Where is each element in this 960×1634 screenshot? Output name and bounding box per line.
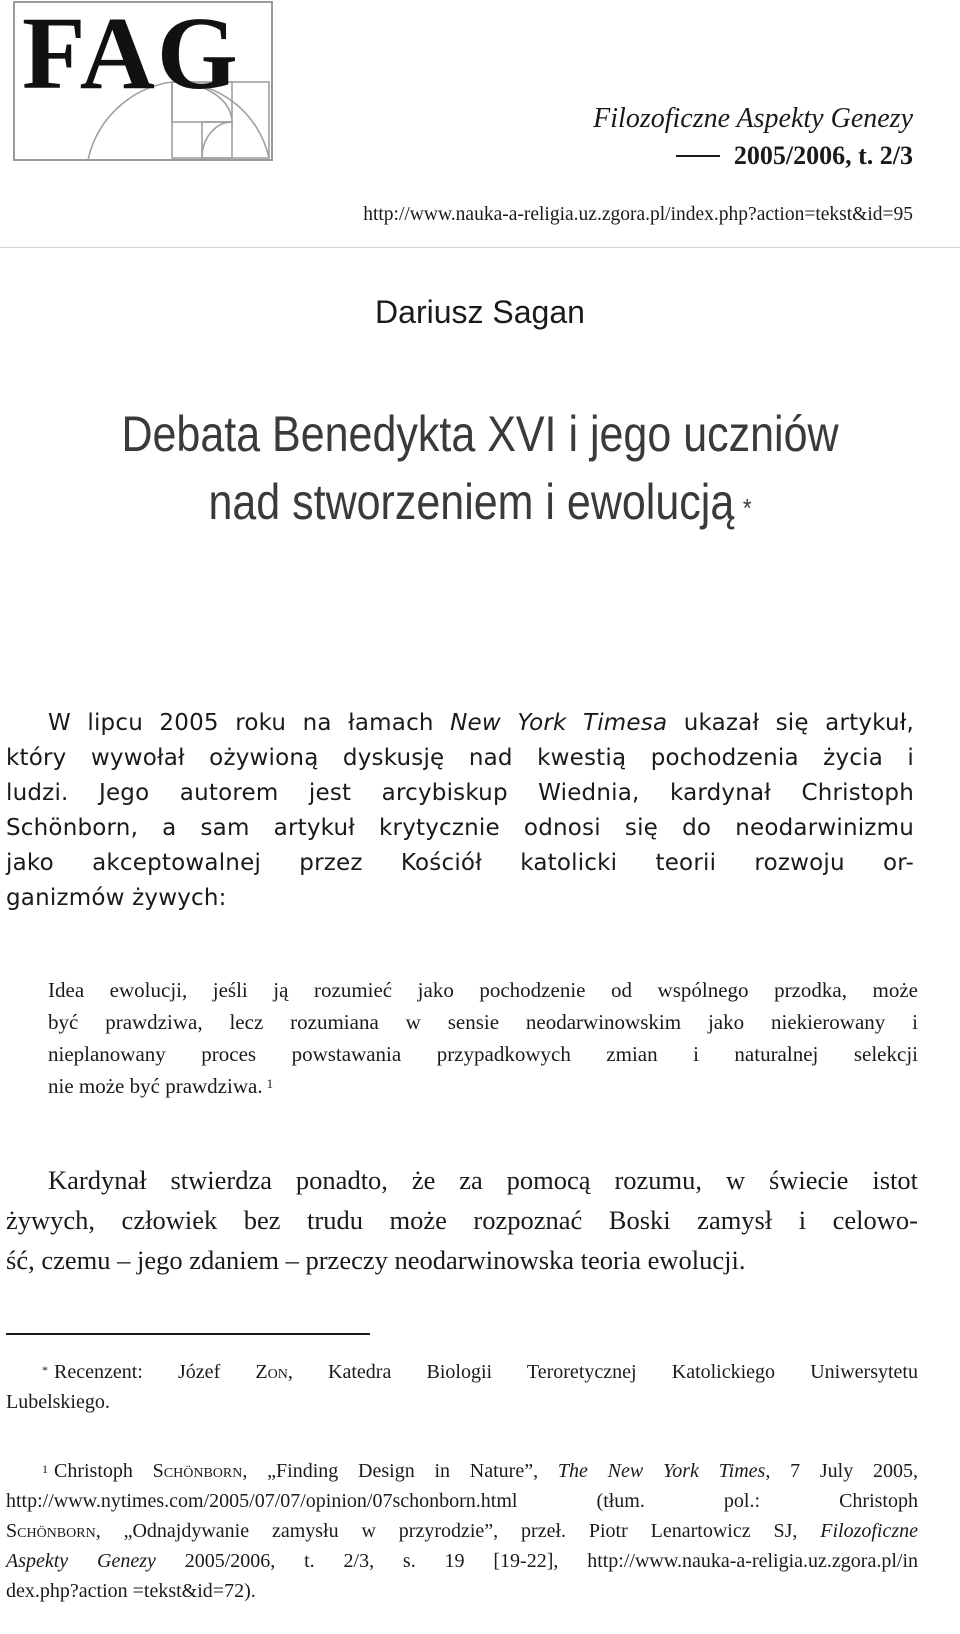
text-line: ludzi. Jego autorem jest arcybiskup Wiednia, kardynał Christoph <box>6 780 914 806</box>
footnote-line: Lubelskiego. <box>6 1391 110 1413</box>
journal-issue: 2005/2006, t. 2/3 <box>413 137 913 175</box>
journal-logo <box>8 0 276 168</box>
footnote-1 <box>6 1456 918 1606</box>
text-line: W lipcu 2005 roku na łamach New York Timesa ukazał się artykuł, <box>48 710 914 736</box>
quote-line: nieplanowany proces powstawania przypadkowych zmian i naturalnej selekcji <box>48 1042 918 1066</box>
journal-header <box>413 101 913 175</box>
footnote-star <box>6 1357 918 1417</box>
footnote-ref-1[interactable]: 1 <box>266 1076 274 1091</box>
title-line-1: Debata Benedykta XVI i jego uczniów <box>121 406 839 462</box>
author-name: Dariusz Sagan <box>375 294 585 330</box>
body-paragraph <box>6 1160 918 1280</box>
text-line: żywych, człowiek bez trudu może rozpoznać Boski zamysł i celowo- <box>6 1205 918 1235</box>
text-line: Schönborn, a sam artykuł krytycznie odnosi się do neodarwinizmu <box>6 815 914 841</box>
title-footnote-marker[interactable]: * <box>742 493 752 523</box>
block-quote <box>48 974 918 1102</box>
header-rule <box>0 247 960 248</box>
text-line: ść, czemu – jego zdaniem – przeczy neodarwinowska teoria ewolucji. <box>6 1245 746 1275</box>
text-line: który wywołał ożywioną dyskusję nad kwestią pochodzenia życia i <box>6 745 914 771</box>
footnote-mark: * <box>42 1363 48 1377</box>
article-title <box>67 400 893 536</box>
text-line: jako akceptowalnej przez Kościół katolicki teorii rozwoju or- <box>6 850 914 876</box>
footnote-url-line[interactable]: http://www.nytimes.com/2005/07/07/opinion/07schonborn.html (tłum. pol.: Christoph <box>6 1490 918 1512</box>
article-url[interactable]: http://www.nauka-a-religia.uz.zgora.pl/index.php?action=tekst&id=95 <box>363 204 913 225</box>
quote-line: być prawdziwa, lecz rozumiana w sensie neodarwinowskim jako niekierowany i <box>48 1010 918 1034</box>
em-dash <box>676 155 720 157</box>
footnote-line: $^1$ Christoph Schönborn, „Finding Design in Nature”, The New York Times, 7 July 2005, <box>42 1460 918 1482</box>
quote-line: nie może być prawdziwa. $^1$ <box>48 1074 274 1098</box>
footnote-mark: 1 <box>42 1462 48 1476</box>
journal-name: Filozoficzne Aspekty Genezy <box>593 103 913 134</box>
title-line-2: nad stworzeniem i ewolucją * <box>208 474 752 530</box>
logo-text: FAG <box>22 0 240 111</box>
footnote-line: Aspekty Genezy 2005/2006, t. 2/3, s. 19 [19-22], http://www.nauka-a-religia.uz.zgora.pl/in <box>6 1550 918 1572</box>
intro-paragraph <box>6 706 914 916</box>
footnote-line: Schönborn, „Odnajdywanie zamysłu w przyrodzie”, przeł. Piotr Lenartowicz SJ, Filozoficzne <box>6 1520 918 1542</box>
text-line: Kardynał stwierdza ponadto, że za pomocą rozumu, w świecie istot <box>48 1165 918 1195</box>
footnote-line: dex.php?action =tekst&id=72). <box>6 1580 256 1602</box>
quote-line: Idea ewolucji, jeśli ją rozumieć jako pochodzenie od wspólnego przodka, może <box>48 978 918 1002</box>
footnote-line: * Recenzent: Józef Zon, Katedra Biologii Teroretycznej Katolickiego Uniwersytetu <box>42 1361 918 1383</box>
text-line: ganizmów żywych: <box>6 885 227 911</box>
footnote-rule <box>6 1333 370 1335</box>
